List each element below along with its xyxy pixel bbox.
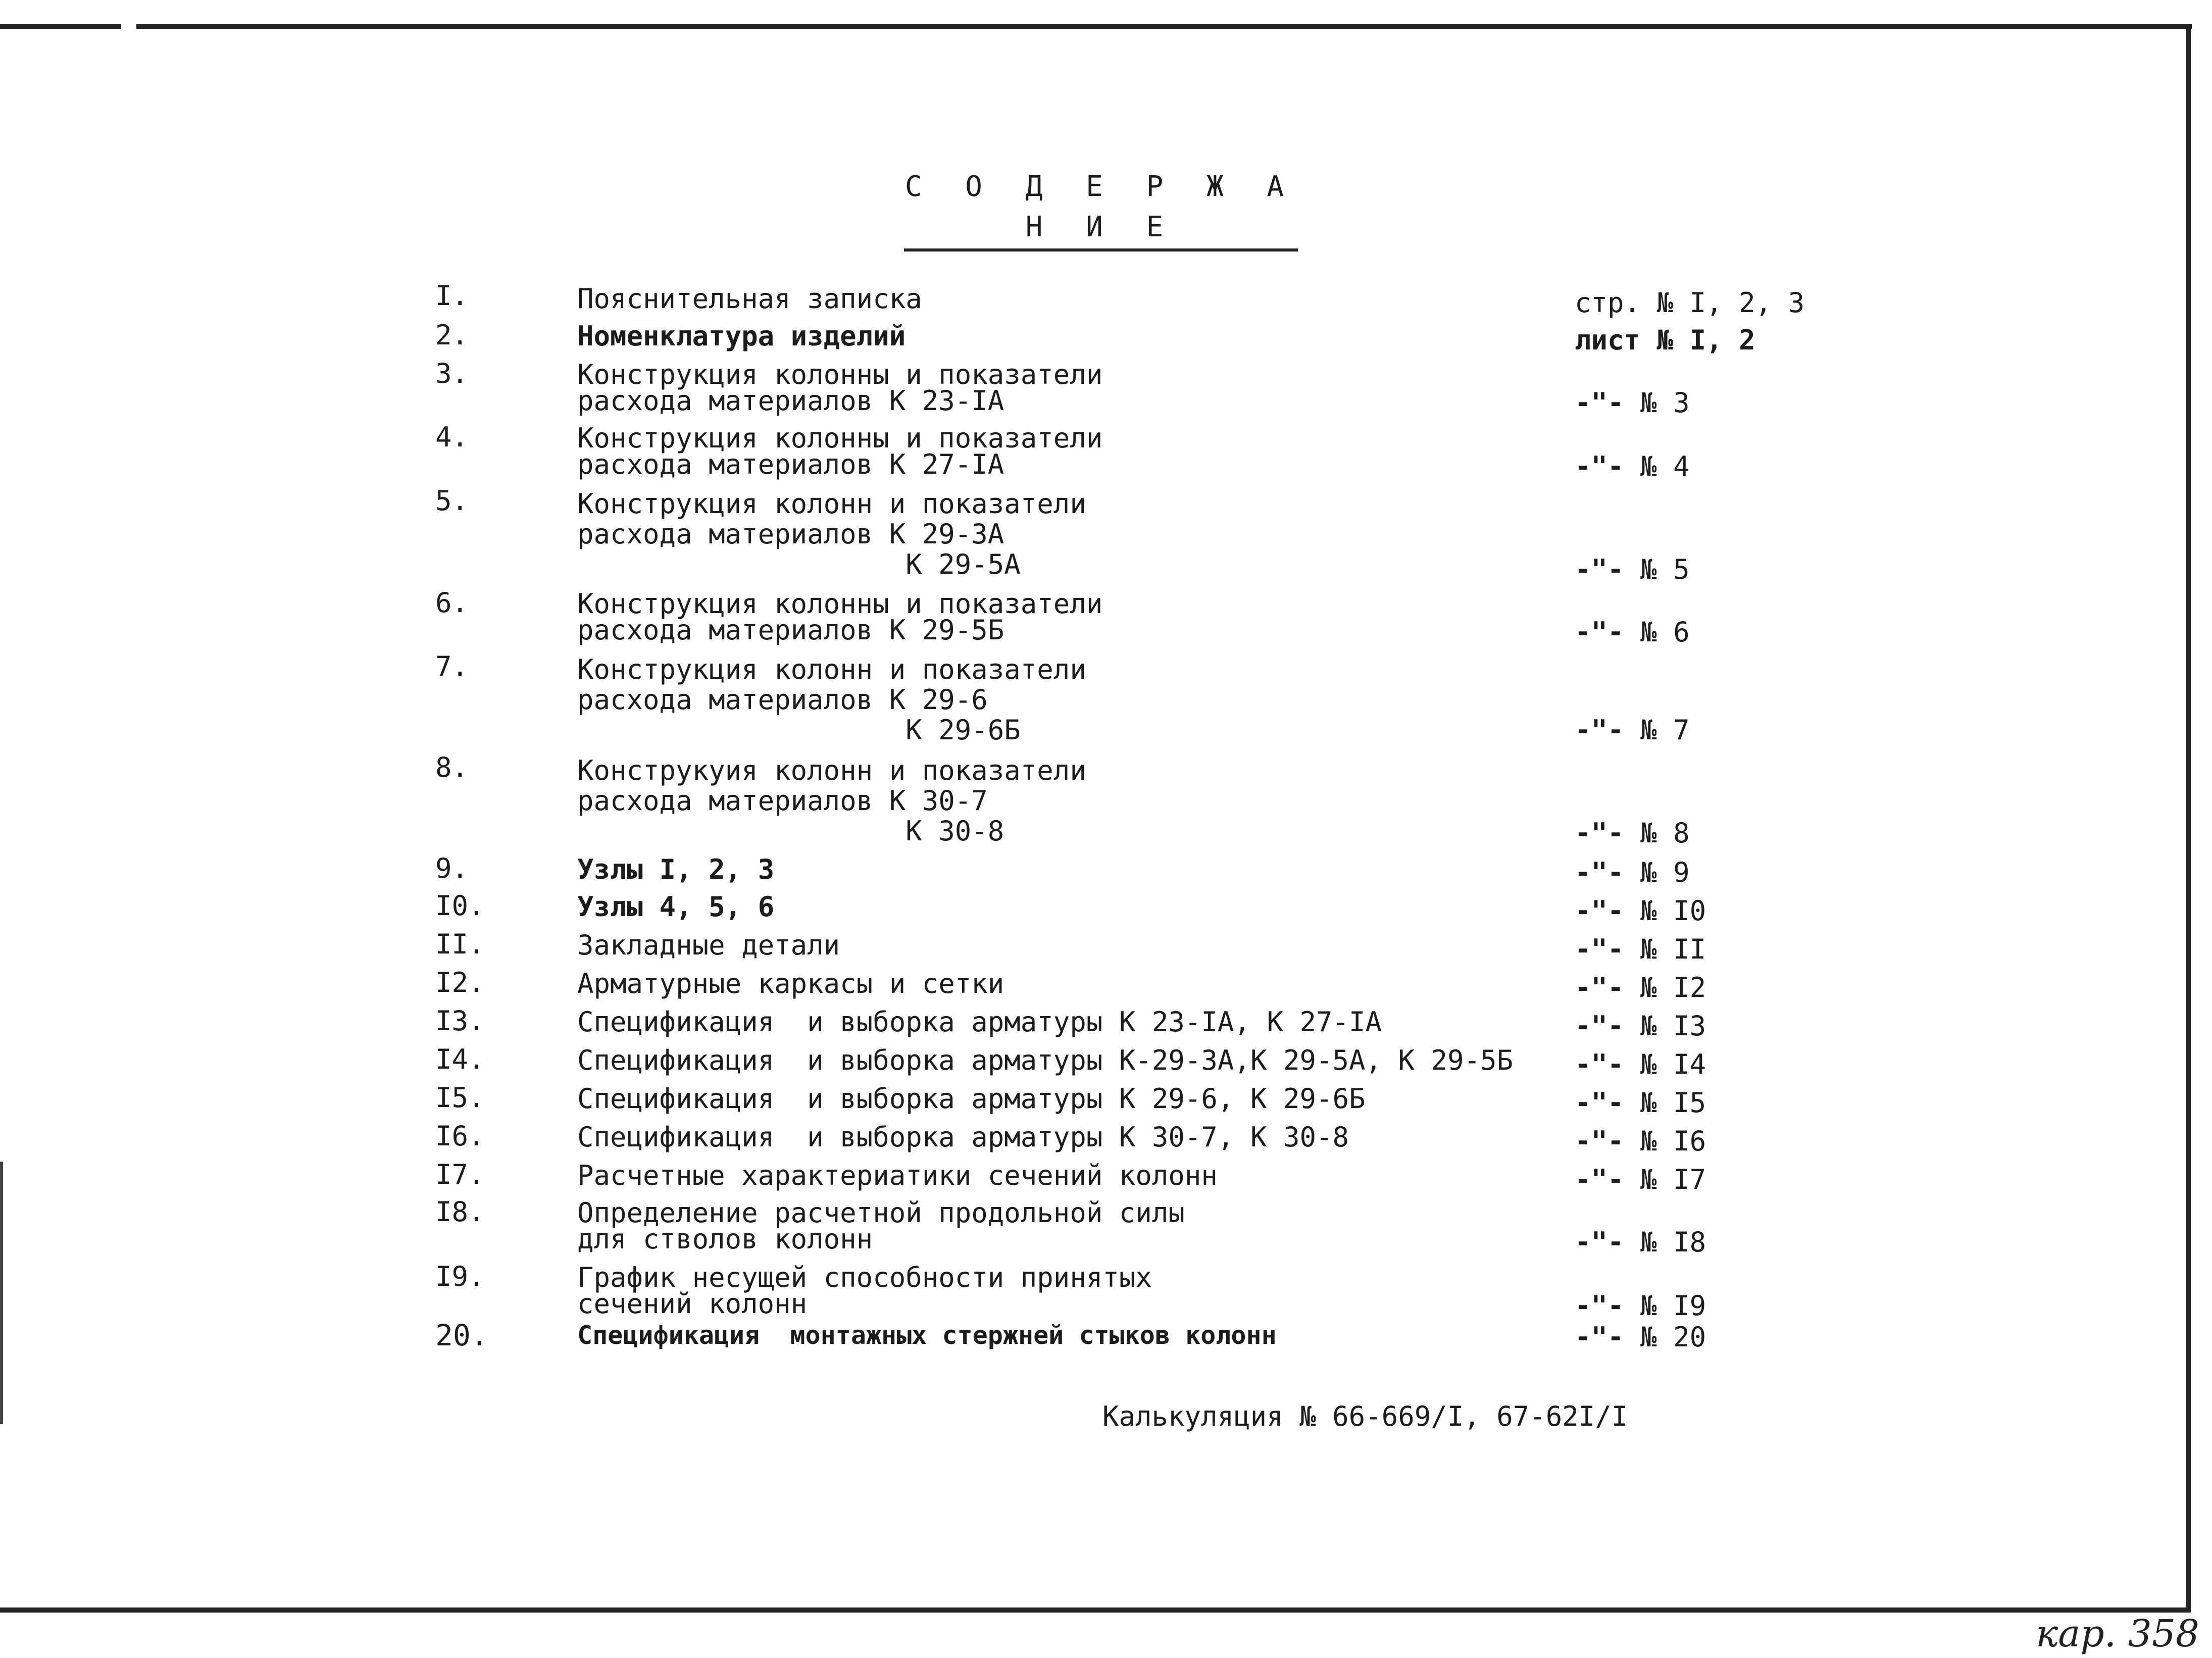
ref-number: № I0 (1624, 895, 1706, 927)
item-description: Спецификация и выборка арматуры К 30-7, К 30-8 (577, 1121, 1349, 1153)
item-number: 5. (435, 485, 469, 517)
ref-number: № I6 (1624, 1125, 1706, 1157)
item-reference (1575, 715, 1690, 745)
ref-number: № 20 (1624, 1321, 1706, 1353)
item-number: I. (435, 280, 469, 312)
item-number: 20. (435, 1318, 488, 1352)
item-number: I6. (435, 1120, 485, 1152)
item-reference (1575, 1049, 1706, 1080)
item-description: Номенклатура изделий (577, 320, 906, 352)
ref-number: № 7 (1624, 714, 1690, 746)
item-description: Конструкция колонны и показатели расхода материалов К 23-IА (577, 359, 1103, 417)
ref-ditto: -"- (1575, 817, 1624, 849)
item-reference (1575, 934, 1706, 965)
item-description: Узлы I, 2, 3 (577, 853, 775, 885)
ref-ditto: -"- (1575, 1087, 1624, 1119)
ref-ditto: -"- (1575, 1010, 1624, 1042)
handwritten-archive-note: кар. 358 (2036, 1612, 2199, 1655)
item-reference (1575, 858, 1690, 888)
item-reference (1575, 818, 1690, 848)
ref-number: № 5 (1624, 554, 1690, 585)
ref-ditto: -"- (1575, 387, 1624, 419)
ref-number: № 6 (1624, 616, 1690, 648)
item-reference (1575, 288, 1804, 318)
item-description: Определение расчетной продольной силы для стволов колонн (577, 1197, 1185, 1255)
ref-number: № 9 (1624, 857, 1690, 888)
ref-ditto: -"- (1575, 1290, 1624, 1322)
item-reference (1575, 896, 1706, 926)
ref-ditto: -"- (1575, 616, 1624, 648)
ref-number: № I5 (1624, 1087, 1706, 1119)
calculation-reference: Калькуляция № 66-669/I, 67-62I/I (1102, 1400, 1628, 1432)
frame-border-top (136, 24, 2192, 29)
item-reference (1575, 325, 1755, 356)
ref-number: № 4 (1624, 450, 1690, 482)
item-number: 2. (435, 319, 469, 351)
item-description: Конструкция колонны и показатели расхода материалов К 29-5Б (577, 588, 1103, 646)
ref-number: № 8 (1624, 817, 1690, 849)
item-reference (1575, 1322, 1706, 1352)
ref-number: № I2 (1624, 972, 1706, 1003)
item-number: 4. (435, 421, 469, 453)
ref-number: № II (1624, 933, 1706, 965)
item-reference (1575, 1291, 1706, 1321)
item-reference (1575, 1011, 1706, 1041)
ref-ditto: -"- (1575, 1048, 1624, 1080)
item-number: I7. (435, 1159, 485, 1190)
item-number: I2. (435, 967, 485, 998)
item-description: Арматурные каркасы и сетки (577, 968, 1004, 999)
frame-border-top-stub (0, 24, 121, 29)
item-reference (1575, 388, 1690, 418)
item-number: 9. (435, 852, 469, 884)
item-reference (1575, 451, 1690, 482)
ref-number: лист № I, 2 (1575, 324, 1755, 356)
item-description: Конструкция колонн и показатели расхода материалов К 29-6 К 29-6Б (577, 654, 1086, 746)
item-number: 6. (435, 587, 469, 619)
ref-number: № I9 (1624, 1290, 1706, 1322)
item-description: Спецификация монтажных стержней стыков колонн (577, 1321, 1277, 1350)
ref-ditto: -"- (1575, 450, 1624, 482)
ref-number: № I4 (1624, 1048, 1706, 1080)
ref-ditto: -"- (1575, 895, 1624, 927)
frame-border-bottom (0, 1607, 2191, 1613)
ref-number: № 3 (1624, 387, 1690, 419)
item-reference (1575, 1126, 1706, 1157)
item-reference (1575, 1227, 1706, 1258)
ref-number: № I7 (1624, 1164, 1706, 1195)
frame-border-right (2186, 24, 2191, 1613)
ref-number: № I3 (1624, 1010, 1706, 1042)
item-description: Спецификация и выборка арматуры К-29-3А,К 29-5А, К 29-5Б (577, 1044, 1514, 1076)
item-reference (1575, 617, 1690, 647)
ref-number: № I8 (1624, 1226, 1706, 1258)
item-reference (1575, 1165, 1706, 1195)
item-number: 8. (435, 751, 469, 783)
ref-ditto: -"- (1575, 714, 1624, 746)
item-description: Спецификация и выборка арматуры К 23-IА, К 27-IА (577, 1006, 1382, 1038)
ref-ditto: -"- (1575, 972, 1624, 1003)
item-number: I5. (435, 1082, 485, 1114)
ref-ditto: -"- (1575, 1125, 1624, 1157)
item-description: Конструкуия колонн и показатели расхода материалов К 30-7 К 30-8 (577, 755, 1086, 847)
ref-ditto: -"- (1575, 857, 1624, 888)
item-description: График несущей способности принятых сечений колонн (577, 1262, 1152, 1320)
item-description: Узлы 4, 5, 6 (577, 891, 775, 923)
ref-ditto: -"- (1575, 1321, 1624, 1353)
page-title: С О Д Е Р Ж А Н И Е (904, 167, 1298, 252)
item-number: I9. (435, 1261, 485, 1292)
frame-border-left-fragment (0, 1162, 3, 1424)
item-number: I4. (435, 1043, 485, 1075)
item-reference (1575, 555, 1690, 585)
ref-ditto: -"- (1575, 1164, 1624, 1195)
item-reference (1575, 1088, 1706, 1118)
item-description: Закладные детали (577, 929, 840, 961)
item-number: 7. (435, 650, 469, 682)
ref-ditto: -"- (1575, 933, 1624, 965)
item-description: Конструкция колонн и показатели расхода материалов К 29-3А К 29-5А (577, 488, 1086, 580)
ref-number: стр. № I, 2, 3 (1575, 287, 1805, 319)
item-number: 3. (435, 358, 469, 389)
item-number: I3. (435, 1005, 485, 1037)
item-number: I0. (435, 890, 485, 922)
item-reference (1575, 973, 1706, 1003)
item-number: II. (435, 928, 485, 960)
item-description: Конструкция колонны и показатели расхода материалов К 27-IА (577, 422, 1103, 480)
item-description: Спецификация и выборка арматуры К 29-6, К 29-6Б (577, 1083, 1366, 1115)
ref-ditto: -"- (1575, 1226, 1624, 1258)
item-description: Расчетные характериатики сечений колонн (577, 1160, 1218, 1191)
item-description: Пояснительная записка (577, 283, 922, 315)
ref-ditto: -"- (1575, 554, 1624, 585)
item-number: I8. (435, 1196, 485, 1228)
